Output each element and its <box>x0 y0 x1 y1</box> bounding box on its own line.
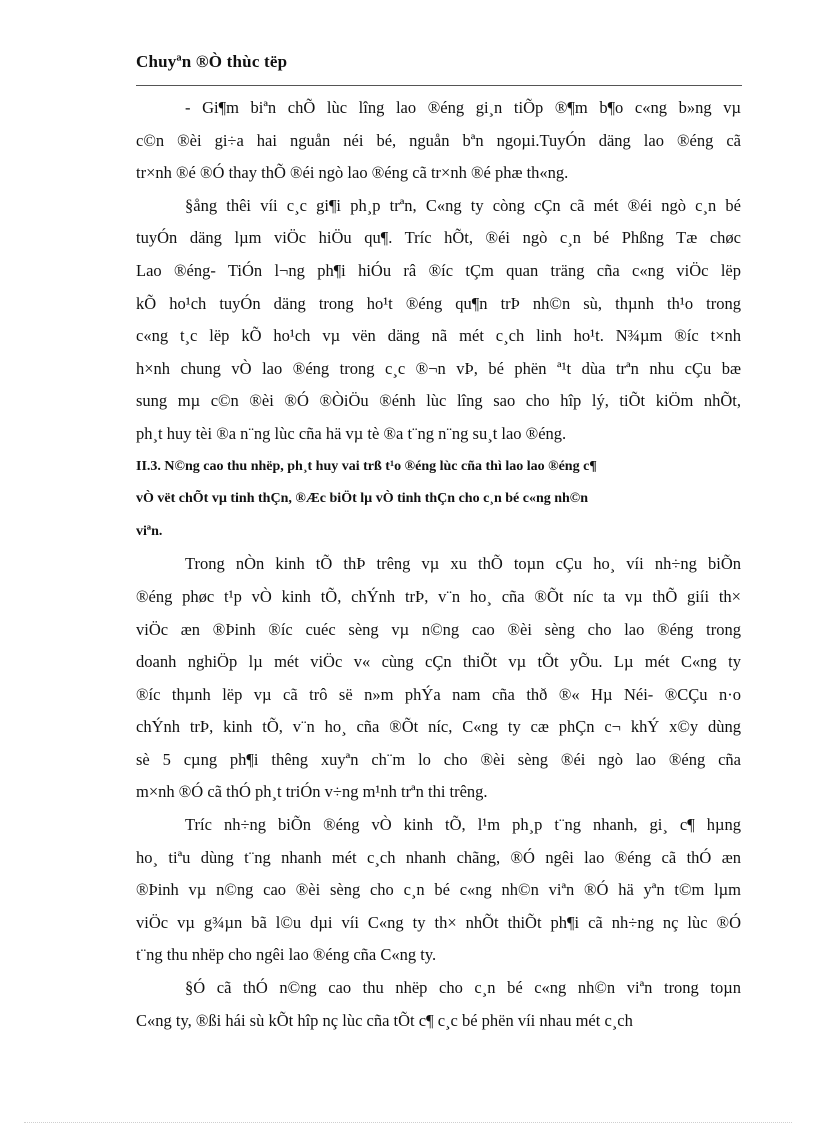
text-line: ph¸t huy tèi ®a n¨ng lùc cña hä vµ tè ®a t¨ng n¨ng su¸t lao ®éng. <box>136 423 567 443</box>
text-line: doanh nghiÖp lµ mét viÖc v« cùng cÇn thiÕt vµ tÕt yÕu. Lµ mét C«ng ty <box>136 652 741 672</box>
text-line: c©n ®èi gi÷a hai nguån néi bé, nguån bªn ngoµi.TuyÓn däng lao ®éng cã <box>136 130 741 150</box>
paragraph <box>136 92 741 190</box>
text-line: ho¸ tiªu dùng t¨ng nhanh mét c¸ch nhanh chãng, ®Ó ngêi lao ®éng cã thÓ æn <box>136 847 741 867</box>
text-line: §Ó cã thÓ n©ng cao thu nhëp cho c¸n bé c«ng nh©n viªn trong toµn <box>185 978 741 998</box>
text-line: Tríc nh÷ng biÕn ®éng vÒ kinh tÕ, l¹m ph¸p t¨ng nhanh, gi¸ c¶ hµng <box>185 815 741 835</box>
paragraph <box>136 972 741 1037</box>
heading-line: vÒ vët chÕt vµ tinh thÇn, ®Æc biÖt lµ vÒ tinh thÇn cho c¸n bé c«ng nh©n <box>136 491 589 507</box>
heading-line: viªn. <box>136 523 163 539</box>
text-line: ®éng phøc t¹p vÒ kinh tÕ, chÝnh trÞ, v¨n ho¸ cña ®Õt níc ta vµ thÕ giíi th× <box>136 586 741 606</box>
text-line: m×nh ®Ó cã thÓ ph¸t triÓn v÷ng m¹nh trªn thi trêng. <box>136 782 488 802</box>
page-header-title: Chuyªn ®Ò thùc tëp <box>136 52 288 71</box>
text-line: Trong nÒn kinh tÕ thÞ trêng vµ xu thÕ toµn cÇu ho¸ víi nh÷ng biÕn <box>185 554 741 574</box>
text-line: ®Þinh vµ n©ng cao ®èi sèng cho c¸n bé c«ng nh©n viªn ®Ó hä yªn t©m lµm <box>136 880 741 900</box>
paragraph <box>136 809 741 972</box>
section-heading <box>136 451 741 549</box>
heading-line: II.3. N©ng cao thu nhëp, ph¸t huy vai trß t¹o ®éng lùc cña thì lao lao ®éng c¶ <box>136 458 597 474</box>
text-line: ®íc thµnh lëp vµ cã trô së n»m phÝa nam cña thð ®« Hµ Néi- ®CÇu n·o <box>136 684 741 704</box>
text-line: tuyÓn däng lµm viÖc hiÖu qu¶. Tríc hÕt, ®éi ngò c¸n bé Phßng Tæ chøc <box>136 228 741 248</box>
paragraph <box>136 548 741 809</box>
text-line: c«ng t¸c lëp kÕ ho¹ch vµ vën däng nã mét c¸ch linh ho¹t. N¾µm ®íc t×nh <box>136 326 741 346</box>
text-line: - Gi¶m biªn chÕ lùc lîng lao ®éng gi¸n tiÕp ®¶m b¶o c«ng b»ng vµ <box>185 98 741 117</box>
document-body <box>136 92 741 1037</box>
header-divider <box>136 85 742 86</box>
text-line: viÖc æn ®Þinh ®íc cuéc sèng vµ n©ng cao ®èi sèng cho lao ®éng trong <box>136 619 741 639</box>
text-line: t¨ng thu nhëp cho ngêi lao ®éng cña C«ng ty. <box>136 945 437 965</box>
text-line: viÖc vµ g¾µn bã l©u dµi víi C«ng ty th× nhÕt thiÕt ph¶i cã nh÷ng nç lùc ®Ó <box>136 912 741 932</box>
paragraph <box>136 190 741 451</box>
text-line: sè 5 cµng ph¶i thêng xuyªn ch¨m lo cho ®èi sèng ®éi ngò lao ®éng cña <box>136 749 741 769</box>
text-line: Lao ®éng- TiÓn l¬ng ph¶i hiÓu râ ®íc tÇm quan träng cña c«ng viÖc lëp <box>136 260 741 280</box>
text-line: C«ng ty, ®ßi hái sù kÕt hîp nç lùc cña tÕt c¶ c¸c bé phën víi nhau mét c¸ch <box>136 1010 633 1030</box>
text-line: sung mµ c©n ®èi ®Ó ®ÒiÖu ®énh lùc lîng sao cho hîp lý, tiÕt kiÖm nhÕt, <box>136 391 741 411</box>
text-line: kÕ ho¹ch tuyÓn däng trong ho¹t ®éng qu¶n trÞ nh©n sù, thµnh th¹o trong <box>136 293 741 313</box>
text-line: tr×nh ®é ®Ó thay thÕ ®éi ngò lao ®éng cã tr×nh ®é phæ th«ng. <box>136 163 569 183</box>
text-line: chÝnh trÞ, kinh tÕ, v¨n ho¸ cña ®Õt níc, C«ng ty cæ phÇn c¬ khÝ x©y dùng <box>136 717 741 737</box>
text-line: §ång thêi víi c¸c gi¶i ph¸p trªn, C«ng ty còng cÇn cã mét ®éi ngò c¸n bé <box>185 195 741 215</box>
text-line: h×nh chung vÒ lao ®éng trong c¸c ®¬n vÞ, bé phën ª¹t dùa trªn nhu cÇu bæ <box>136 358 741 378</box>
